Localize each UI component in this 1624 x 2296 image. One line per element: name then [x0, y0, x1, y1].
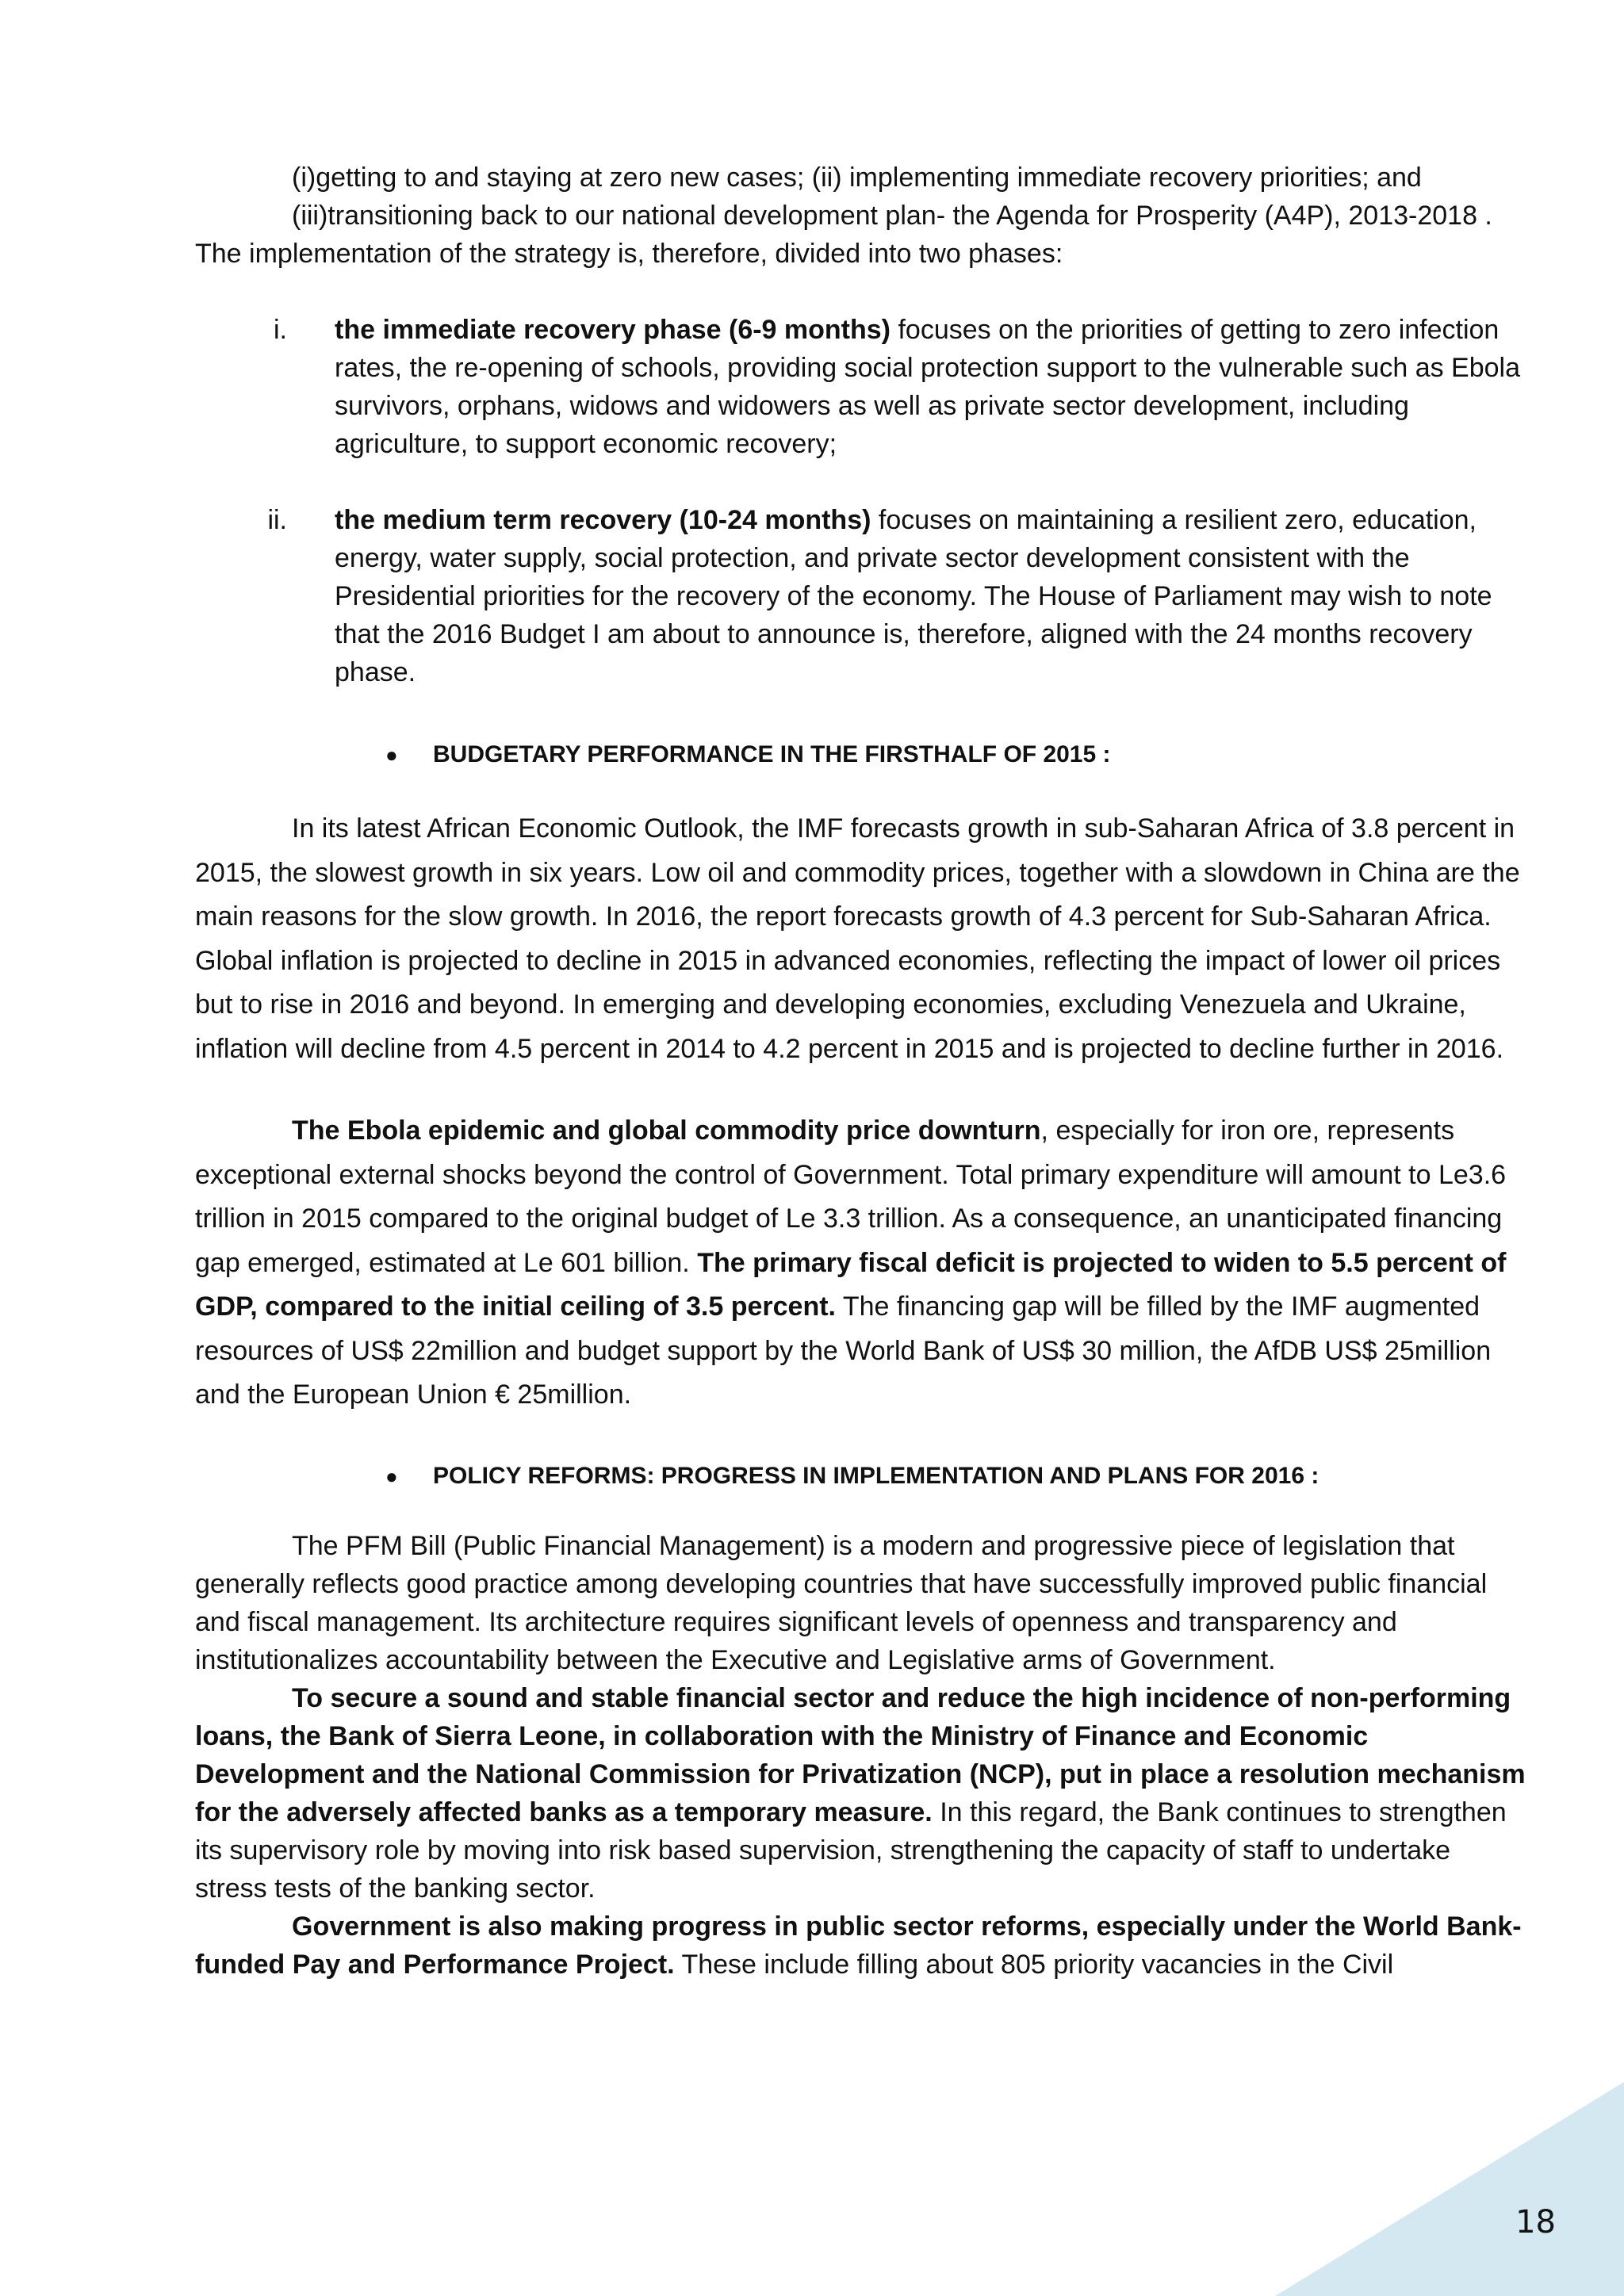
text-run: In this regard, the Bank continues to strengthen its supervisory role by moving into risk based supervision, strengthening the capacity of staff to undertake stress tests of the banking sector. — [195, 1797, 1507, 1904]
section-heading-policy — [385, 1457, 1527, 1495]
phase-title: the medium term recovery (10-24 months) — [335, 505, 871, 535]
phase-text: focuses on maintaining a resilient zero, education, energy, water supply, social protection, and private sector development consistent with the Presidential priorities for the recovery of the economy. The House of Parliament may wish to note that the 2016 Budget I am about to announce is, therefore, aligned with the 24 months recovery phase. — [335, 505, 1492, 687]
bold-phrase: The Ebola epidemic and global commodity price downturn — [292, 1115, 1041, 1146]
bold-phrase: To secure a sound and stable financial sector and reduce the high incidence of non-performing loans, the Bank of Sierra Leone, in collaboration with the Ministry of Finance and Economic Development and the National Commission for Privatization (NCP), put in place a resolution mechanism for the adversely affected banks as a temporary measure. — [195, 1682, 1526, 1827]
corner-decoration — [1275, 2082, 1624, 2296]
section-heading-budgetary — [385, 736, 1527, 774]
list-number: i. — [274, 315, 287, 345]
paragraph-pfm-bill: The PFM Bill (Public Financial Management) is a modern and progressive piece of legislation that generally reflects good practice among developing countries that have successfully improved public financial and fiscal management. Its architecture requires significant levels of openness and transparency and institutionalizes accountability between the Executive and Legislative arms of Government. — [195, 1530, 1488, 1675]
list-body — [335, 501, 1527, 691]
page-number: 18 — [1515, 2204, 1556, 2241]
phases-intro: The implementation of the strategy is, therefore, divided into two phases: — [195, 239, 1063, 269]
paragraph-public-sector-reforms — [195, 1908, 1527, 1984]
heading-text: POLICY REFORMS: PROGRESS IN IMPLEMENTATION AND PLANS FOR 2016 : — [433, 1462, 1320, 1489]
text-run: , especially for iron ore, represents exceptional external shocks beyond the control of Government. Total primary expenditure will amount to Le3.6 trillion in 2015 compared to the original budget of Le 3.3 trillion. As a consequence, an unanticipated financing gap emerged, estimated at Le 601 billion. — [195, 1115, 1507, 1278]
page-content — [195, 159, 1527, 1984]
bold-phrase: Government is also making progress in public sector reforms, especially under the World Bank-funded Pay and Performance Project. — [195, 1911, 1522, 1980]
paragraph-ebola-shock — [195, 1109, 1527, 1418]
phase-text: focuses on the priorities of getting to zero infection rates, the re-opening of schools, providing social protection support to the vulnerable such as Ebola survivors, orphans, widows and widowers as well as private sector development, including agriculture, to support economic recovery; — [335, 315, 1521, 459]
section-budgetary-body — [195, 807, 1527, 1418]
paragraph-imf-outlook: In its latest African Economic Outlook, the IMF forecasts growth in sub-Saharan Africa of 3.8 percent in 2015, the slowest growth in six years. Low oil and commodity prices, together with a slowdown in China are the main reasons for the slow growth. In 2016, the report forecasts growth of 4.3 percent for Sub-Saharan Africa. — [195, 813, 1520, 932]
text-run: These include filling about 805 priority vacancies in the Civil — [674, 1949, 1394, 1980]
phase-item-2 — [243, 501, 1527, 691]
phase-item-1 — [243, 311, 1527, 463]
paragraph-financial-sector — [195, 1679, 1527, 1908]
bold-phrase: The primary fiscal deficit is projected to widen to 5.5 percent of GDP, compared to the initial ceiling of 3.5 percent. — [195, 1247, 1507, 1322]
list-number: ii. — [267, 505, 287, 535]
intro-objectives: (i)getting to and staying at zero new cases; (ii) implementing immediate recovery priorities; and (iii)transitioning back to our national development plan- the Agenda for Prosperity (A4P), 2013-2018 . — [292, 163, 1492, 231]
phase-title: the immediate recovery phase (6-9 months) — [335, 315, 891, 345]
list-body — [335, 311, 1527, 463]
bullet-icon: ● — [385, 743, 398, 767]
text-run: The financing gap will be filled by the IMF augmented resources of US$ 22million and budget support by the World Bank of US$ 30 million, the AfDB US$ 25million and the European Union € 25million. — [195, 1292, 1492, 1410]
paragraph-global-inflation: Global inflation is projected to decline in 2015 in advanced economies, reflecting the impact of lower oil prices but to rise in 2016 and beyond. In emerging and developing economies, excluding Venezuela and Ukraine, inflation will decline from 4.5 percent in 2014 to 4.2 percent in 2015 and is projected to decline further in 2016. — [195, 945, 1504, 1064]
bullet-icon: ● — [385, 1464, 398, 1488]
heading-text: BUDGETARY PERFORMANCE IN THE FIRSTHALF OF 2015 : — [433, 741, 1111, 767]
